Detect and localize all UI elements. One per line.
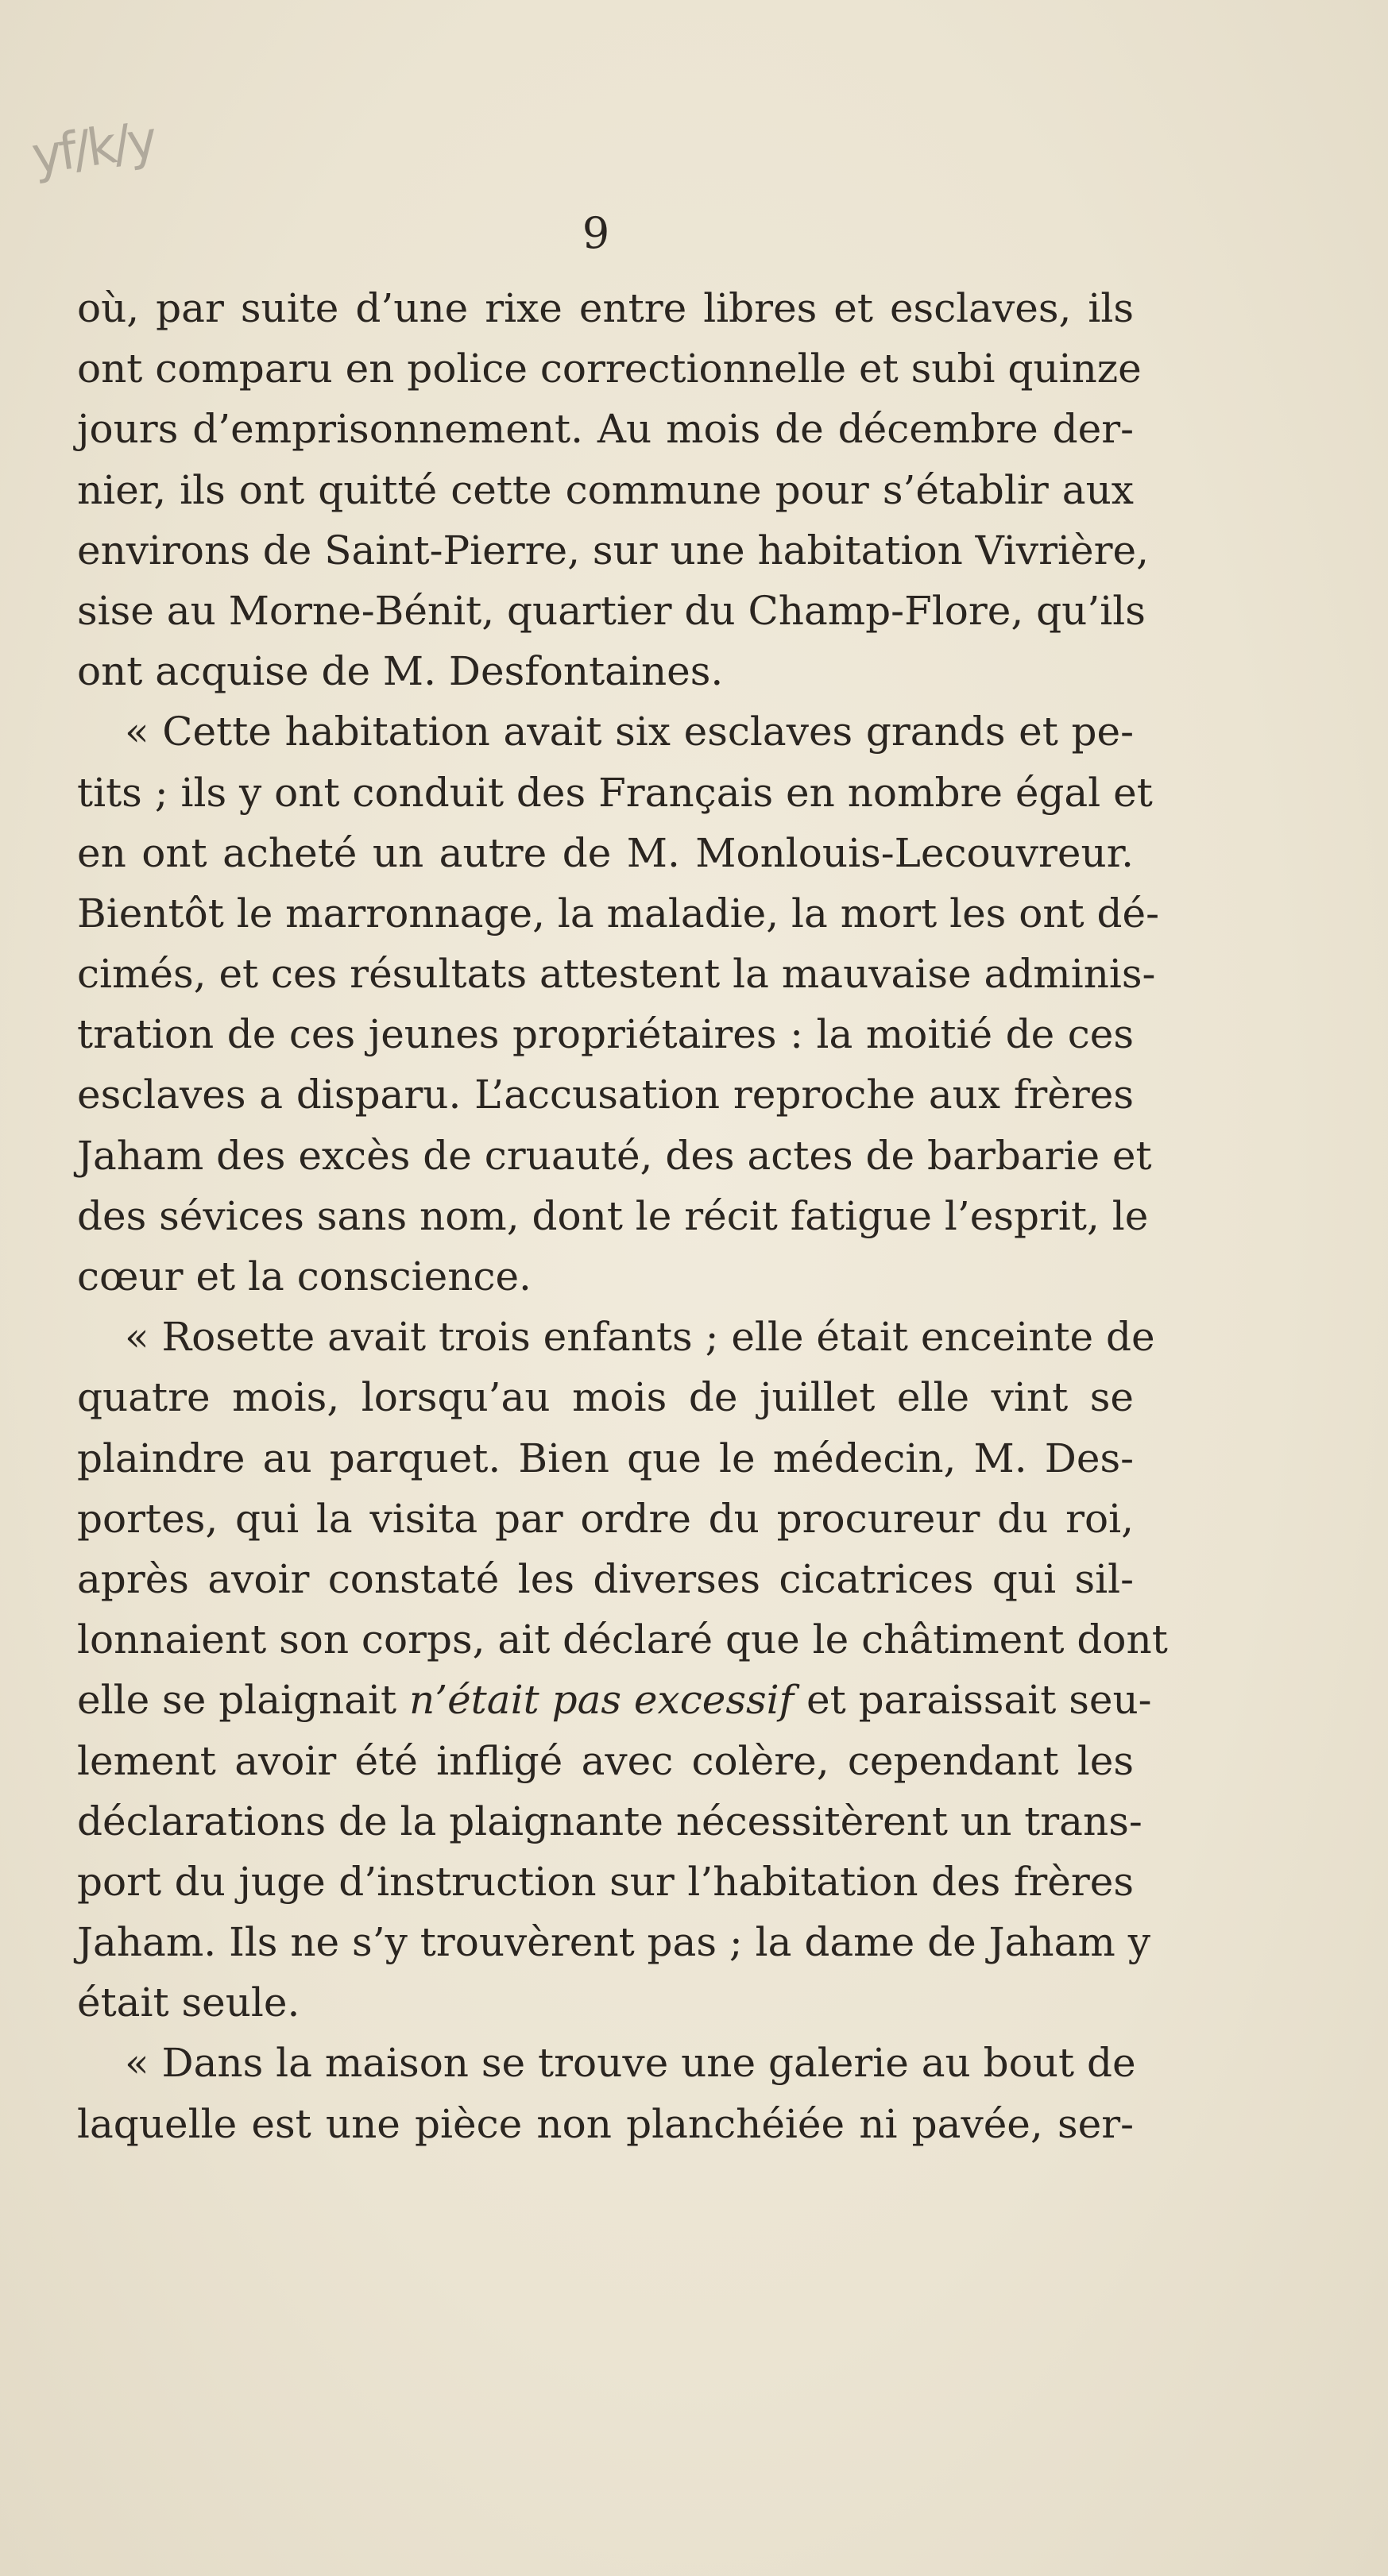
text-line: esclaves a disparu. L’accusation reproche aux frères — [77, 1072, 1134, 1118]
text-segment: elle se plaignait — [77, 1677, 409, 1724]
text-line: après avoir constaté les diverses cicatrices qui sil- — [77, 1555, 1134, 1602]
italic-phrase: n’était pas excessif — [409, 1677, 795, 1724]
text-line: plaindre au parquet. Bien que le médecin, M. Des- — [77, 1435, 1134, 1481]
text-line: « Cette habitation avait six esclaves grands et pe- — [125, 709, 1134, 755]
text-line: laquelle est une pièce non planchéiée ni pavée, ser- — [77, 2100, 1134, 2147]
text-line: lonnaient son corps, ait déclaré que le châtiment dont — [77, 1616, 1168, 1663]
text-line: lement avoir été infligé avec colère, cependant les — [77, 1737, 1134, 1784]
text-line: nier, ils ont quitté cette commune pour s’établir aux — [77, 466, 1134, 513]
text-line: déclarations de la plaignante nécessitèrent un trans- — [77, 1798, 1142, 1844]
text-line: cœur et la conscience. — [77, 1253, 532, 1300]
text-line: ont comparu en police correctionnelle et subi quinze — [77, 346, 1142, 392]
text-line: cimés, et ces résultats attestent la mauvaise adminis- — [77, 951, 1156, 998]
text-line — [77, 1670, 1152, 1730]
text-line: port du juge d’instruction sur l’habitation des frères — [77, 1858, 1134, 1905]
text-line: « Dans la maison se trouve une galerie au bout de — [125, 2040, 1136, 2087]
text-line: quatre mois, lorsqu’au mois de juillet elle vint se — [77, 1374, 1134, 1421]
text-line: Jaham des excès de cruauté, des actes de barbarie et — [77, 1132, 1152, 1179]
page-number: 9 — [582, 208, 610, 258]
text-line: ont acquise de M. Desfontaines. — [77, 648, 724, 695]
text-line: sise au Morne-Bénit, quartier du Champ-Flore, qu’ils — [77, 587, 1146, 634]
text-line: « Rosette avait trois enfants ; elle était enceinte de — [125, 1314, 1155, 1361]
text-line: tits ; ils y ont conduit des Français en nombre égal et — [77, 769, 1153, 816]
text-line: était seule. — [77, 1979, 300, 2026]
pencil-margin-note: yf/k/y — [28, 110, 158, 187]
text-line: des sévices sans nom, dont le récit fatigue l’esprit, le — [77, 1192, 1149, 1239]
text-line: où, par suite d’une rixe entre libres et esclaves, ils — [77, 285, 1134, 331]
text-line: Jaham. Ils ne s’y trouvèrent pas ; la dame de Jaham y — [77, 1919, 1150, 1966]
text-line: environs de Saint-Pierre, sur une habitation Vivrière, — [77, 527, 1149, 574]
text-line: en ont acheté un autre de M. Monlouis-Lecouvreur. — [77, 829, 1134, 876]
text-line: jours d’emprisonnement. Au mois de décembre der- — [77, 406, 1134, 453]
text-line: Bientôt le marronnage, la maladie, la mort les ont dé- — [77, 890, 1160, 937]
body-text — [77, 278, 1168, 2154]
text-line: portes, qui la visita par ordre du procureur du roi, — [77, 1495, 1134, 1542]
text-segment: et paraissait seu- — [794, 1677, 1152, 1724]
text-line: tration de ces jeunes propriétaires : la moitié de ces — [77, 1011, 1134, 1058]
